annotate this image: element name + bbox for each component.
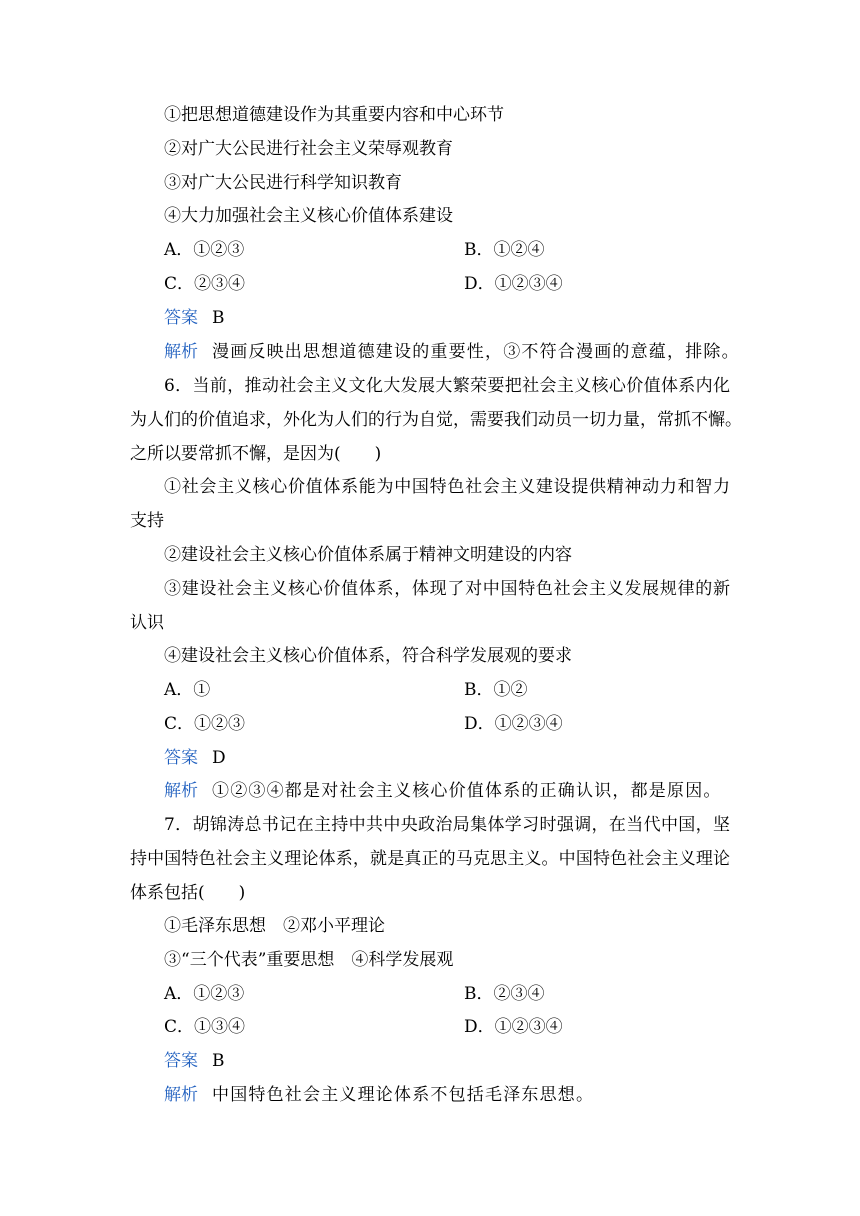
q6-item-2: ②建设社会主义核心价值体系属于精神文明建设的内容 bbox=[164, 545, 572, 565]
answer-label: 答案 bbox=[164, 308, 198, 328]
q6-item-3-cont: 认识 bbox=[130, 613, 164, 633]
q5-options-row-2 bbox=[0, 273, 860, 295]
q5-item-1: ①把思想道德建设作为其重要内容和中心环节 bbox=[164, 105, 504, 125]
q6-item-1: ①社会主义核心价值体系能为中国特色社会主义建设提供精神动力和智力 bbox=[164, 477, 730, 497]
q5-options-row-1 bbox=[0, 239, 860, 261]
q6-stem-line-2: 为人们的价值追求，外化为人们的行为自觉，需要我们动员一切力量，常抓不懈。 bbox=[130, 410, 742, 430]
q7-stem-line-3: 体系包括( ) bbox=[130, 883, 246, 903]
q6-option-c: C．①②③ bbox=[164, 714, 246, 734]
q5-item-4: ④大力加强社会主义核心价值体系建设 bbox=[164, 206, 453, 226]
answer-value: B bbox=[212, 1051, 225, 1071]
q7-options-row-1 bbox=[0, 983, 860, 1005]
q7-option-d: D．①②③④ bbox=[464, 1017, 563, 1037]
q5-item-3: ③对广大公民进行科学知识教育 bbox=[164, 173, 402, 193]
q5-answer bbox=[164, 307, 225, 329]
q7-stem-line-1: 7．胡锦涛总书记在主持中共中央政治局集体学习时强调，在当代中国，坚 bbox=[164, 815, 730, 835]
q7-option-b: B．②③④ bbox=[464, 984, 545, 1004]
q6-option-b: B．①② bbox=[464, 680, 528, 700]
q6-item-1-cont: 支持 bbox=[130, 511, 164, 531]
answer-label: 答案 bbox=[164, 1051, 198, 1071]
explanation-text: ①②③④都是对社会主义核心价值体系的正确认识，都是原因。 bbox=[212, 781, 722, 801]
explanation-label: 解析 bbox=[164, 342, 198, 362]
q7-option-c: C．①③④ bbox=[164, 1017, 246, 1037]
answer-value: B bbox=[212, 308, 225, 328]
q5-option-b: B．①②④ bbox=[464, 240, 545, 260]
q5-option-a: A．①②③ bbox=[164, 240, 245, 260]
q6-stem-line-3: 之所以要常抓不懈，是因为( ) bbox=[130, 444, 382, 464]
answer-label: 答案 bbox=[164, 748, 198, 768]
q7-explanation bbox=[164, 1084, 594, 1106]
q5-item-2: ②对广大公民进行社会主义荣辱观教育 bbox=[164, 139, 453, 159]
q6-explanation bbox=[164, 780, 722, 802]
explanation-label: 解析 bbox=[164, 781, 198, 801]
q6-options-row-1 bbox=[0, 679, 860, 701]
q7-options-row-2 bbox=[0, 1016, 860, 1038]
q5-explanation bbox=[164, 341, 740, 363]
answer-value: D bbox=[212, 748, 226, 768]
q6-answer bbox=[164, 747, 226, 769]
explanation-label: 解析 bbox=[164, 1085, 198, 1105]
q6-stem-line-1: 6．当前，推动社会主义文化大发展大繁荣要把社会主义核心价值体系内化 bbox=[164, 376, 730, 396]
q6-option-d: D．①②③④ bbox=[464, 714, 563, 734]
q6-options-row-2 bbox=[0, 713, 860, 735]
q7-item-2: ③“三个代表”重要思想 ④科学发展观 bbox=[164, 950, 454, 970]
q5-option-c: C．②③④ bbox=[164, 274, 246, 294]
q7-item-1: ①毛泽东思想 ②邓小平理论 bbox=[164, 916, 385, 936]
q5-option-d: D．①②③④ bbox=[464, 274, 563, 294]
explanation-text: 漫画反映出思想道德建设的重要性，③不符合漫画的意蕴，排除。 bbox=[212, 342, 740, 362]
q7-answer bbox=[164, 1050, 225, 1072]
q7-stem-line-2: 持中国特色社会主义理论体系，就是真正的马克思主义。中国特色社会主义理论 bbox=[130, 849, 730, 869]
explanation-text: 中国特色社会主义理论体系不包括毛泽东思想。 bbox=[212, 1085, 595, 1105]
q6-item-3: ③建设社会主义核心价值体系，体现了对中国特色社会主义发展规律的新 bbox=[164, 579, 730, 599]
q7-option-a: A．①②③ bbox=[164, 984, 245, 1004]
q6-item-4: ④建设社会主义核心价值体系，符合科学发展观的要求 bbox=[164, 646, 572, 666]
q6-option-a: A．① bbox=[164, 680, 211, 700]
